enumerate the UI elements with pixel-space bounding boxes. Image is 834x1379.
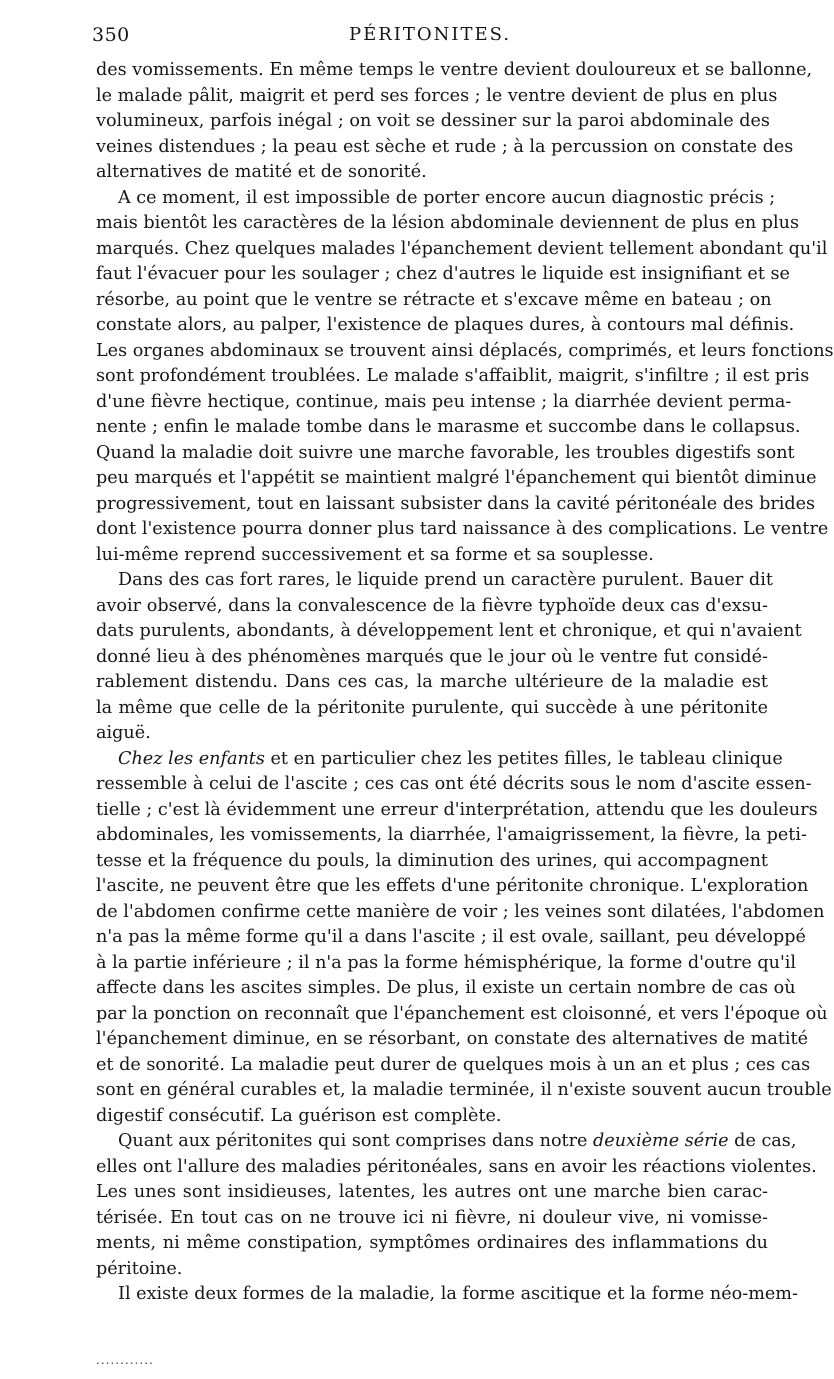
text-line: Les unes sont insidieuses, latentes, les autres ont une marche bien carac- bbox=[96, 1182, 768, 1202]
paragraph-4 bbox=[96, 747, 832, 1130]
text-line bbox=[96, 1129, 797, 1155]
text-line: aiguë. bbox=[96, 723, 151, 743]
text-line: lui-même reprend successivement et sa forme et sa souplesse. bbox=[96, 544, 654, 565]
text-line: tielle ; c'est là évidemment une erreur d'interprétation, attendu que les douleurs bbox=[96, 799, 818, 820]
text-line: dats purulents, abondants, à développement lent et chronique, et qui n'avaient bbox=[96, 621, 802, 641]
paragraph-1 bbox=[96, 58, 813, 186]
paragraph-6 bbox=[96, 1282, 798, 1308]
line-rest: et en particulier chez les petites filles, le tableau clinique bbox=[264, 748, 783, 769]
running-title: PÉRITONITES. bbox=[348, 24, 512, 45]
line-start: Quant aux péritonites qui sont comprises dans notre bbox=[118, 1131, 594, 1151]
text-line: affecte dans les ascites simples. De plus, il existe un certain nombre de cas où bbox=[96, 978, 796, 998]
text-line: sont profondément troublées. Le malade s'affaiblit, maigrit, s'infiltre ; il est pris bbox=[96, 366, 810, 386]
text-line: Quand la maladie doit suivre une marche favorable, les troubles digestifs sont bbox=[96, 442, 795, 463]
paragraph-3 bbox=[96, 568, 802, 747]
text-line: veines distendues ; la peau est sèche et rude ; à la percussion on constate des bbox=[96, 136, 794, 157]
text-line: Dans des cas fort rares, le liquide prend un caractère purulent. Bauer dit bbox=[118, 570, 773, 590]
italic-phrase: deuxième série bbox=[593, 1131, 729, 1151]
text-line: par la ponction on reconnaît que l'épanchement est cloisonné, et vers l'époque où bbox=[96, 1003, 828, 1024]
line-tail: de cas, bbox=[728, 1131, 797, 1151]
text-line: donné lieu à des phénomènes marqués que le jour où le ventre fut considé- bbox=[96, 646, 768, 667]
italic-lead: Chez les enfants bbox=[118, 748, 265, 769]
text-line: elles ont l'allure des maladies péritonéales, sans en avoir les réactions violentes. bbox=[96, 1156, 817, 1177]
text-line: faut l'évacuer pour les soulager ; chez d'autres le liquide est insignifiant et se bbox=[96, 264, 790, 284]
text-line: peu marqués et l'appétit se maintient malgré l'épanchement qui bientôt diminue bbox=[96, 468, 817, 488]
text-line: ments, ni même constipation, symptômes ordinaires des inflammations du bbox=[96, 1233, 768, 1253]
text-line: digestif consécutif. La guérison est complète. bbox=[96, 1105, 502, 1126]
text-line bbox=[96, 747, 783, 773]
paragraph-5 bbox=[96, 1129, 817, 1282]
text-line: progressivement, tout en laissant subsister dans la cavité péritonéale des brides bbox=[96, 493, 816, 514]
text-line: constate alors, au palper, l'existence de plaques dures, à contours mal définis. bbox=[96, 315, 795, 335]
text-line: Les organes abdominaux se trouvent ainsi déplacés, comprimés, et leurs fonctions bbox=[96, 340, 834, 361]
text-line: alternatives de matité et de sonorité. bbox=[96, 162, 427, 182]
text-line: mais bientôt les caractères de la lésion abdominale deviennent de plus en plus bbox=[96, 213, 800, 233]
text-line: à la partie inférieure ; il n'a pas la forme hémisphérique, la forme d'outre qu'il bbox=[96, 952, 797, 973]
text-line: ressemble à celui de l'ascite ; ces cas ont été décrits sous le nom d'ascite essen- bbox=[96, 774, 812, 794]
text-line: avoir observé, dans la convalescence de la fièvre typhoïde deux cas d'exsu- bbox=[96, 595, 768, 616]
text-line: l'épanchement diminue, en se résorbant, on constate des alternatives de matité bbox=[96, 1029, 809, 1049]
text-line: l'ascite, ne peuvent être que les effets d'une péritonite chronique. L'exploration bbox=[96, 876, 809, 896]
text-line: de l'abdomen confirme cette manière de voir ; les veines sont dilatées, l'abdomen bbox=[96, 901, 825, 922]
text-line: péritoine. bbox=[96, 1258, 183, 1279]
text-line: volumineux, parfois inégal ; on voit se dessiner sur la paroi abdominale des bbox=[96, 111, 770, 131]
text-line: térisée. En tout cas on ne trouve ici ni fièvre, ni douleur vive, ni vomisse- bbox=[96, 1207, 768, 1228]
page-number: 350 bbox=[92, 24, 130, 46]
text-line: nente ; enfin le malade tombe dans le marasme et succombe dans le collapsus. bbox=[96, 417, 801, 437]
text-line: la même que celle de la péritonite purulente, qui succède à une péritonite bbox=[96, 697, 768, 718]
text-line: des vomissements. En même temps le ventre devient douloureux et se ballonne, bbox=[96, 60, 813, 80]
footer-rule: ............ bbox=[96, 1353, 154, 1367]
text-line: le malade pâlit, maigrit et perd ses forces ; le ventre devient de plus en plus bbox=[96, 85, 778, 106]
paragraph-2 bbox=[96, 186, 834, 569]
text-line: Il existe deux formes de la maladie, la forme ascitique et la forme néo-mem- bbox=[118, 1284, 798, 1304]
text-line: et de sonorité. La maladie peut durer de quelques mois à un an et plus ; ces cas bbox=[96, 1054, 811, 1075]
text-line: d'une fièvre hectique, continue, mais peu intense ; la diarrhée devient perma- bbox=[96, 391, 792, 412]
text-line: n'a pas la même forme qu'il a dans l'ascite ; il est ovale, saillant, peu développé bbox=[96, 927, 806, 947]
text-line: résorbe, au point que le ventre se rétracte et s'excave même en bateau ; on bbox=[96, 289, 772, 310]
text-line: marqués. Chez quelques malades l'épanchement devient tellement abondant qu'il bbox=[96, 238, 828, 259]
page-header bbox=[92, 24, 768, 54]
body-text bbox=[96, 58, 834, 1308]
text-line: A ce moment, il est impossible de porter encore aucun diagnostic précis ; bbox=[118, 187, 776, 208]
text-line: tesse et la fréquence du pouls, la diminution des urines, qui accompagnent bbox=[96, 850, 768, 871]
text-line: rablement distendu. Dans ces cas, la marche ultérieure de la maladie est bbox=[96, 672, 768, 692]
text-line: abdominales, les vomissements, la diarrhée, l'amaigrissement, la fièvre, la peti- bbox=[96, 825, 807, 845]
text-line: sont en général curables et, la maladie terminée, il n'existe souvent aucun trouble bbox=[96, 1080, 832, 1100]
text-line: dont l'existence pourra donner plus tard naissance à des complications. Le ventre bbox=[96, 519, 829, 539]
